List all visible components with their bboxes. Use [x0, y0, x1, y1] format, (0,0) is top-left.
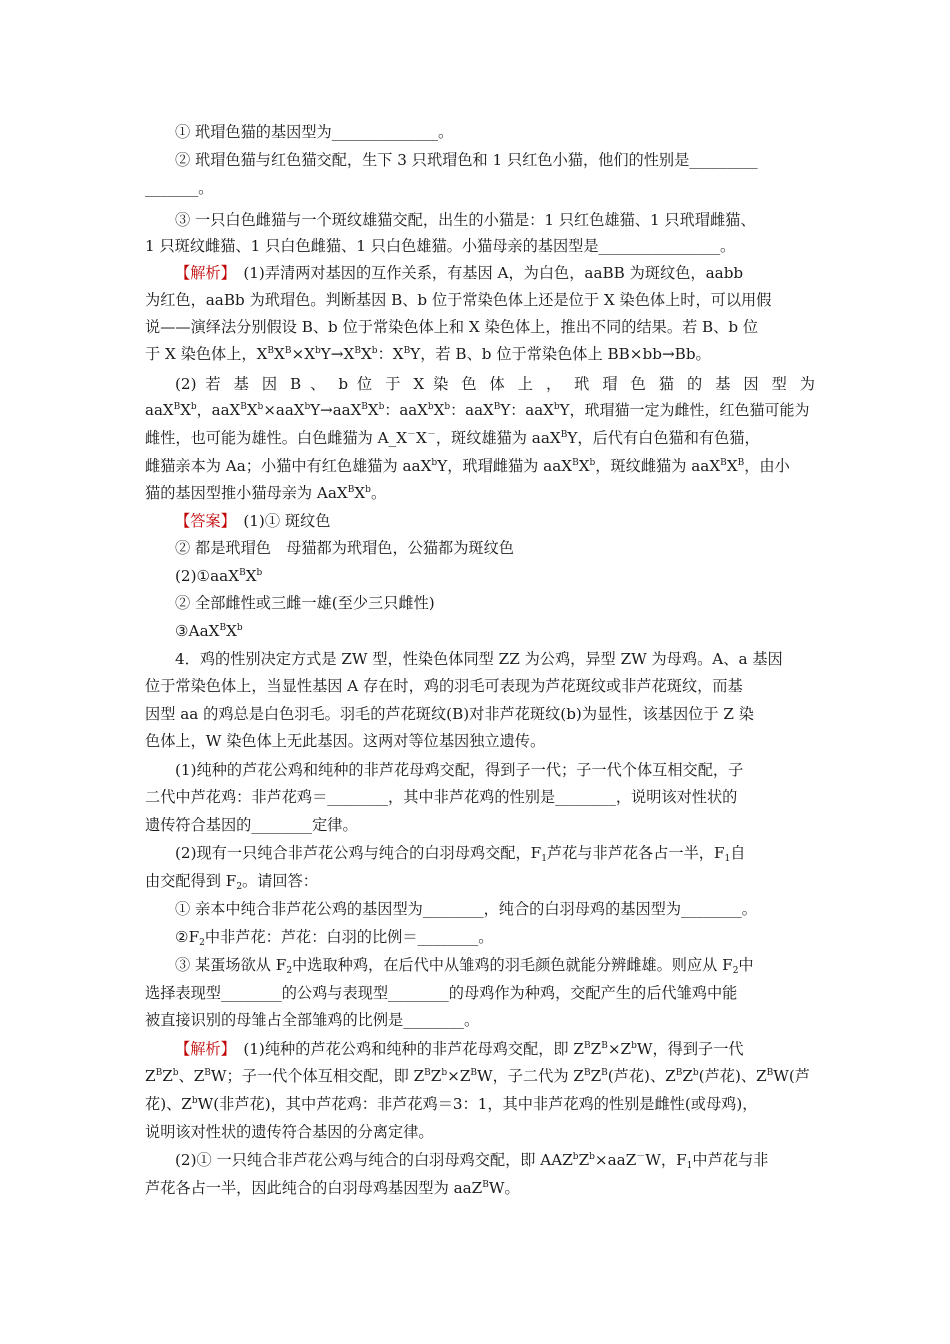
- analysis-4-l4: 说明该对性状的遗传符合基因的分离定律。: [145, 1123, 434, 1141]
- analysis-3-p2-l4: 雌猫亲本为 Aa；小猫中有红色雄猫为 aaX$^b$Y，玳瑁雌猫为 $aaX^BX^b$，斑纹雌猫为 $aaX^BX^B$，由小: [145, 457, 790, 475]
- q3-2-1: ① 玳瑁色猫的基因型为______________。: [175, 123, 454, 141]
- q4-2-3-l3: 被直接识别的母雏占全部雏鸡的比例是________。: [145, 1011, 480, 1029]
- q4-2-l2: 由交配得到 $F_2$。请回答：: [145, 872, 318, 892]
- q4-1-l1: (1)纯种的芦花公鸡和纯种的非芦花母鸡交配，得到子一代；子一代个体互相交配，子: [175, 761, 744, 779]
- analysis-4-p2-l2: 芦花各占一半，因此纯合的白羽母鸡基因型为 aaZ$^B$W。: [145, 1179, 520, 1197]
- analysis-3-p1: 【解析】 (1)弄清两对基因的互作关系，有基因 A，为白色，aaBB 为斑纹色，aabb: [175, 264, 744, 282]
- analysis-4-p1: 【解析】 (1)纯种的芦花公鸡和纯种的非芦花母鸡交配，即 $Z^BZ^B\times Z^bW$，得到子一代: [175, 1040, 744, 1058]
- analysis-3-l4: 于 X 染色体上，$X^BX^B\times X^bY\to X^BX^b$：$X^BY$，若 B、b 位于常染色体上 BB×bb→Bb。: [145, 345, 711, 363]
- q3-2-2: ② 玳瑁色猫与红色猫交配，生下 3 只玳瑁色和 1 只红色小猫，他们的性别是_________: [175, 151, 758, 169]
- answer-3-l2: ② 都是玳瑁色 母猫都为玳瑁色，公猫都为斑纹色: [175, 539, 514, 557]
- analysis-4-p2: (2)① 一只纯合非芦花公鸡与纯合的白羽母鸡交配，即 $AAZ^bZ^b\times aaZ^-W$，$F_1$中芦花与非: [175, 1151, 769, 1171]
- q4-2-2: $②F_2$中非芦花：芦花：白羽的比例＝________。: [175, 928, 494, 948]
- q4-l3: 因型 aa 的鸡总是白色羽毛。羽毛的芦花斑纹(B)对非芦花斑纹(b)为显性，该基因位于 Z 染: [145, 705, 754, 723]
- analysis-3-p2-l2: $aaX^BX^b$，$aaX^BX^b\times aaX^bY\to aaX^BX^b$：$aaX^bX^b$：aaX$^B$Y：aaX$^b$Y，玳瑁猫一定为雌性，红色猫可能为: [145, 401, 810, 419]
- q4-1-l2: 二代中芦花鸡：非芦花鸡＝________，其中非芦花鸡的性别是________，说明该对性状的: [145, 788, 738, 806]
- analysis-label: 【解析】: [175, 264, 229, 282]
- analysis-label-2: 【解析】: [175, 1040, 229, 1058]
- q4-2-1: ① 亲本中纯合非芦花公鸡的基因型为________，纯合的白羽母鸡的基因型为________。: [175, 900, 757, 918]
- q4-1-l3: 遗传符合基因的________定律。: [145, 816, 358, 834]
- answer-label: 【答案】: [175, 512, 229, 530]
- q4-2-l1: (2)现有一只纯合非芦花公鸡与纯合的白羽母鸡交配，$F_1$芦花与非芦花各占一半，$F_1$自: [175, 844, 746, 864]
- q4-2-3: ③ 某蛋场欲从 $F_2$中选取种鸡，在后代中从雏鸡的羽毛颜色就能分辨雌雄。则应从 $F_2$中: [175, 956, 754, 976]
- answer-3-l5: $③AaX^BX^b$: [175, 622, 243, 640]
- analysis-4-l2: $Z^BZ^b$、$Z^BW$；子一代个体互相交配，即 $Z^BZ^b\times Z^BW$，子二代为 $Z^BZ^B$(芦花)、$Z^BZ^b$(芦花)、$Z^BW$(芦: [145, 1067, 810, 1085]
- q4-l4: 色体上，W 染色体上无此基因。这两对等位基因独立遗传。: [145, 732, 546, 750]
- answer-3-l4: ② 全部雌性或三雌一雄(至少三只雌性): [175, 594, 435, 612]
- answer-3-l3: $(2)①aaX^BX^b$: [175, 567, 263, 585]
- analysis-3-p2: (2) 若 基 因 B 、 b 位 于 X 染 色 体 上 ， 玳 瑁 色 猫 的 基 因 型 为: [175, 375, 815, 393]
- q3-2-3: ③ 一只白色雌猫与一个斑纹雄猫交配，出生的小猫是：1 只红色雄猫、1 只玳瑁雌猫、: [175, 211, 756, 229]
- q4-2-3-l2: 选择表现型________的公鸡与表现型________的母鸡作为种鸡，交配产生的后代雏鸡中能: [145, 984, 738, 1002]
- answer-3-l1: 【答案】 (1)① 斑纹色: [175, 512, 331, 530]
- analysis-4-l3: 花)、$Z^bW$(非芦花)，其中芦花鸡：非芦花鸡＝3：1，其中非芦花鸡的性别是雌性(或母鸡)，: [145, 1095, 758, 1113]
- q3-2-2-cont: _______。: [145, 179, 214, 197]
- analysis-3-l2: 为红色，aaBb 为玳瑁色。判断基因 B、b 位于常染色体上还是位于 X 染色体上时，可以用假: [145, 291, 772, 309]
- q4-l1: 4．鸡的性别决定方式是 ZW 型，性染色体同型 ZZ 为公鸡，异型 ZW 为母鸡。A、a 基因: [175, 650, 783, 668]
- q3-2-3-cont: 1 只斑纹雌猫、1 只白色雌猫、1 只白色雄猫。小猫母亲的基因型是________________。: [145, 237, 736, 255]
- q4-l2: 位于常染色体上，当显性基因 A 存在时，鸡的羽毛可表现为芦花斑纹或非芦花斑纹，而基: [145, 677, 743, 695]
- analysis-3-p2-l3: 雌性，也可能为雄性。白色雌猫为 A_X－X－，斑纹雄猫为 aaX$^B$Y，后代有白色猫和有色猫，: [145, 429, 760, 447]
- analysis-3-p2-l5: 猫的基因型推小猫母亲为 $AaX^BX^b$。: [145, 484, 387, 502]
- analysis-3-l3: 说——演绎法分别假设 B、b 位于常染色体上和 X 染色体上，推出不同的结果。若 B、b 位: [145, 318, 759, 336]
